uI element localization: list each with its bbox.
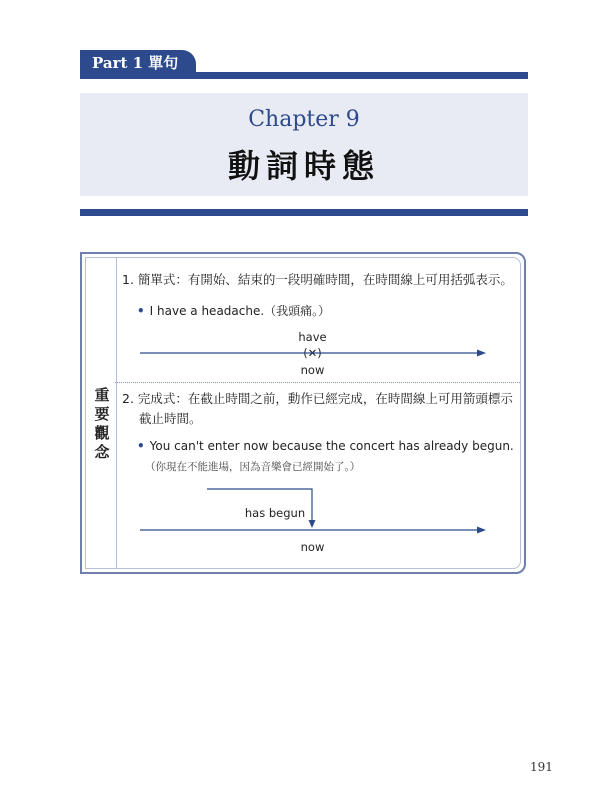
concept-2-heading-line1: 2. 完成式：在截止時間之前，動作已經完成，在時間線上可用箭頭標示 — [122, 391, 513, 406]
chapter-number: Chapter 9 — [248, 107, 360, 132]
timeline-2-arrowhead-icon — [477, 527, 486, 534]
concept-2-example-text: You can't enter now because the concert has already begun. — [149, 439, 514, 453]
timeline-1 — [140, 350, 486, 357]
timeline-2-arrow-label: has begun — [244, 506, 306, 520]
timeline-1-arrowhead-icon — [477, 350, 486, 357]
concept-1-heading: 1. 簡單式：有開始、結束的一段明確時間，在時間線上可用括弧表示。 — [122, 272, 513, 287]
bullet-icon: • — [137, 439, 145, 453]
timeline-1-top-label: have — [298, 330, 327, 344]
page-number: 191 — [530, 760, 553, 774]
chapter-title: 動詞時態 — [227, 147, 380, 185]
timeline-1-now-label: now — [300, 363, 325, 377]
timeline-1-mark: (✕) — [303, 346, 322, 360]
concept-2-heading-line2: 截止時間。 — [139, 411, 202, 426]
timeline-2-now-label: now — [300, 540, 325, 554]
concept-2-translation: （你現在不能進場，因為音樂會已經開始了。） — [145, 461, 361, 473]
concept-1-example-text: I have a headache.（我頭痛。） — [149, 304, 331, 318]
part-label: Part 1 單句 — [92, 54, 179, 72]
bullet-icon: • — [137, 304, 145, 318]
deadline-marker — [207, 489, 312, 522]
key-concepts-label: 重 要 觀 念 — [94, 386, 110, 461]
deadline-arrow-down-icon — [309, 520, 316, 528]
timeline-2 — [140, 489, 486, 534]
